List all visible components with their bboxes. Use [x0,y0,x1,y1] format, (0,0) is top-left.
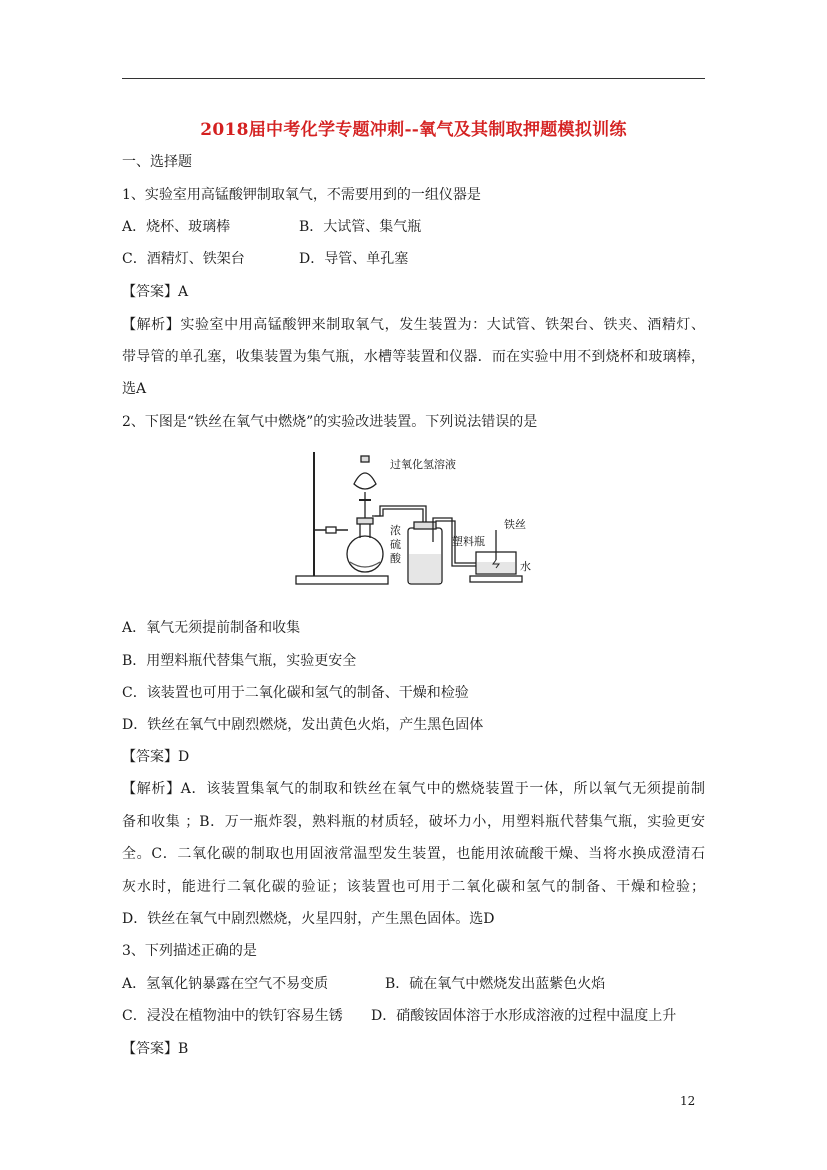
page-number: 12 [680,1094,696,1108]
label-water: 水 [520,560,531,573]
q1-option-c: C．酒精灯、铁架台 [122,251,245,267]
label-acid-char: 硫 [390,538,401,551]
q2-analysis-line: D．铁丝在氧气中剧烈燃烧，火星四射，产生黑色固体。选D [122,911,495,927]
q3-options-row2 [122,1005,676,1025]
q3-stem: 3、下列描述正确的是 [122,943,257,959]
q2-analysis-line: 灰水时，能进行二氧化碳的验证；该装置也可用于二氧化碳和氢气的制备、干燥和检验； [122,879,705,895]
label-acid-char: 浓 [390,524,401,537]
q3-option-c: C．浸没在植物油中的铁钉容易生锈 [122,1008,343,1024]
q1-option-d: D．导管、单孔塞 [299,251,409,267]
q2-option-c: C．该装置也可用于二氧化碳和氢气的制备、干燥和检验 [122,685,469,701]
q1-analysis-line: 选A [122,381,147,397]
q1-option-b: B．大试管、集气瓶 [299,219,422,235]
q3-options-row1 [122,973,605,993]
q2-option-a: A．氧气无须提前制备和收集 [122,620,301,636]
header-rule [122,78,705,79]
q1-answer: 【答案】A [122,284,189,300]
q2-option-b: B．用塑料瓶代替集气瓶，实验更安全 [122,653,357,669]
q2-option-d: D．铁丝在氧气中剧烈燃烧，发出黄色火焰，产生黑色固体 [122,717,484,733]
apparatus-diagram [290,448,540,608]
label-acid-char: 酸 [390,552,401,565]
q2-analysis-line: 全。C．二氧化碳的制取也用固液常温型发生装置，也能用浓硫酸干燥、当将水换成澄清石 [122,846,705,862]
label-iron-wire: 铁丝 [504,518,526,531]
q1-stem: 1、实验室用高锰酸钾制取氧气，不需要用到的一组仪器是 [122,187,481,203]
q3-option-d: D．硝酸铵固体溶于水形成溶液的过程中温度上升 [371,1008,677,1024]
q1-analysis-line: 带导管的单孔塞，收集装置为集气瓶，水槽等装置和仪器．而在实验中用不到烧杯和玻璃棒， [122,349,705,365]
label-plastic-bottle: 塑料瓶 [452,535,485,548]
q1-options-row2 [122,248,408,268]
q1-analysis-line: 【解析】实验室中用高锰酸钾来制取氧气，发生装置为：大试管、铁架台、铁夹、酒精灯、 [122,317,705,333]
q3-answer: 【答案】B [122,1041,189,1057]
q3-option-b: B．硫在氧气中燃烧发出蓝紫色火焰 [385,976,606,992]
q2-analysis-line: 备和收集 ；B．万一瓶炸裂，熟料瓶的材质轻，破坏力小，用塑料瓶代替集气瓶，实验更安 [122,814,705,830]
q2-stem: 2、下图是“铁丝在氧气中燃烧”的实验改进装置。下列说法错误的是 [122,414,538,430]
label-hydrogen-peroxide: 过氧化氢溶液 [390,458,456,471]
q1-options-row1 [122,216,421,236]
q1-option-a: A．烧杯、玻璃棒 [122,219,231,235]
section-heading: 一、选择题 [122,154,192,170]
page-title: 2018届中考化学专题冲刺--氧气及其制取押题模拟训练 [200,120,627,140]
q2-answer: 【答案】D [122,749,190,765]
q2-analysis-line: 【解析】A．该装置集氧气的制取和铁丝在氧气中的燃烧装置于一体，所以氧气无须提前制 [122,781,705,797]
q3-option-a: A．氢氧化钠暴露在空气不易变质 [122,976,329,992]
